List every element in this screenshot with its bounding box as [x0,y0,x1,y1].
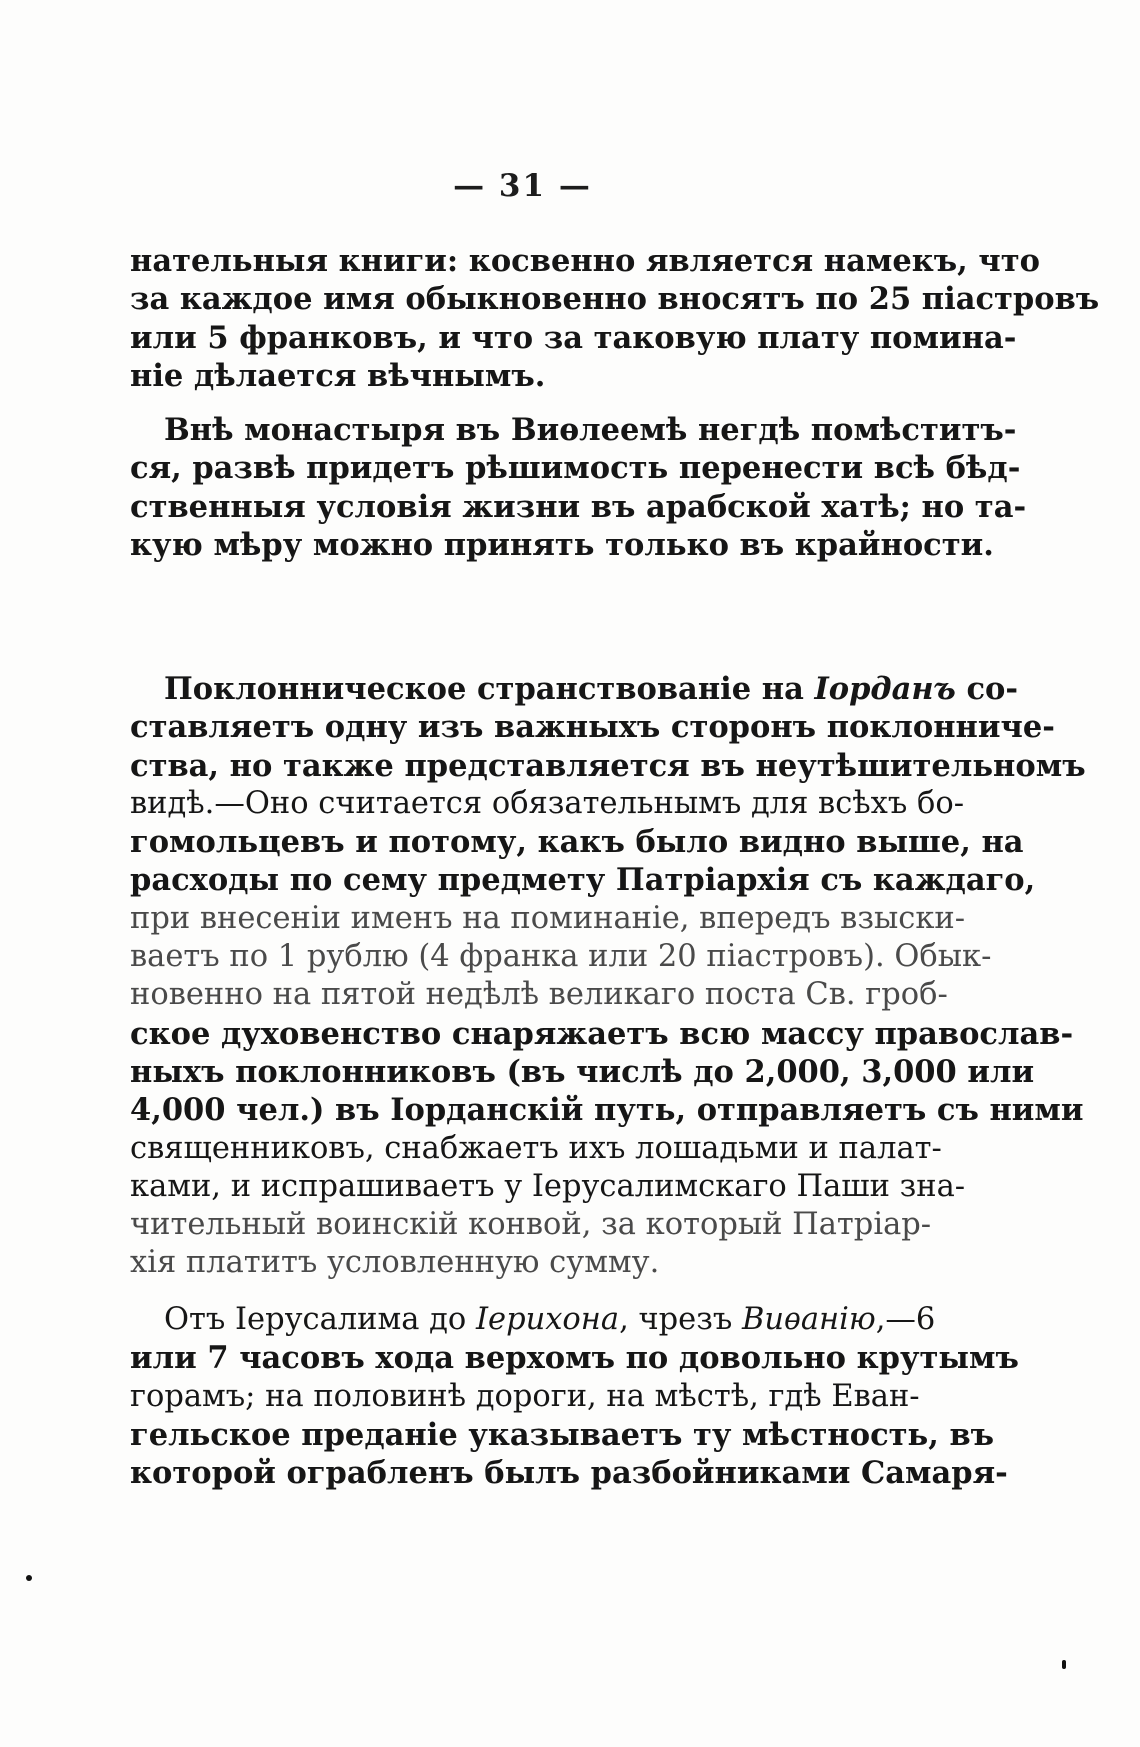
text-run: Отъ Іерусалима до [164,1302,467,1337]
text-line: расходы по сему предмету Патріархія съ каждаго, [130,862,1036,899]
text-line: горамъ; на половинѣ дороги, на мѣстѣ, гдѣ Еван- [130,1378,920,1414]
text-run: ,—6 [875,1302,936,1337]
text-line: нательныя книги: косвенно является намекъ, что [130,243,1040,279]
text-line: при внесеніи именъ на поминаніе, впередъ взыски- [130,900,966,936]
text-line: видѣ.—Оно считается обязательнымъ для всѣхъ бо- [130,785,965,821]
text-line: ставляетъ одну изъ важныхъ сторонъ поклонниче- [130,709,1055,746]
text-line: чительный воинскій конвой, за который Патріар- [130,1207,932,1243]
text-line: ся, развѣ придетъ рѣшимость перенести всѣ бѣд- [130,450,1021,487]
paragraph-3 [130,670,1086,1283]
text-line: хія платитъ условленную сумму. [130,1245,660,1281]
place-name-jericho: Іерихона [475,1302,620,1337]
text-line [130,1301,936,1339]
text-run: Поклонническое странствованіе на [164,671,804,707]
text-line: ныхъ поклонниковъ (въ числѣ до 2,000, 3,000 или [130,1053,1035,1090]
paragraph-2 [130,411,1027,564]
text-line: ніе дѣлается вѣчнымъ. [130,357,546,394]
text-line: ваетъ по 1 рублю (4 франка или 20 піастровъ). Обык- [130,939,992,975]
text-line: ками, и испрашиваетъ у Іерусалимскаго Паши зна- [130,1168,966,1204]
text-line: кую мѣру можно принять только въ крайности. [130,526,994,563]
ink-speck [26,1575,32,1581]
text-run: , чрезъ [619,1302,733,1337]
paragraph-4 [130,1301,1019,1492]
text-line: ственныя условія жизни въ арабской хатѣ; но та- [130,488,1027,525]
text-line: ское духовенство снаряжаетъ всю массу православ- [130,1015,1074,1052]
text-line: 4,000 чел.) въ Іорданскій путь, отправляетъ съ ними [130,1092,1084,1129]
text-line: священниковъ, снабжаетъ ихъ лошадьми и палат- [130,1130,942,1166]
page-number: — 31 — [453,168,592,204]
text-line: новенно на пятой недѣлѣ великаго поста Св. гроб- [130,977,948,1013]
place-name-jordan: Іорданъ [814,671,956,707]
text-line: за каждое имя обыкновенно вносятъ по 25 піастровъ [130,281,1100,318]
text-line: гельское преданіе указываетъ ту мѣстность, въ [130,1416,995,1453]
text-line: гомольцевъ и потому, какъ было видно выше, на [130,824,1024,861]
place-name-bethany: Виѳанію [741,1302,876,1337]
text-line: Внѣ монастыря въ Виѳлеемѣ негдѣ помѣститъ- [164,412,1017,448]
text-line: или 7 часовъ хода верхомъ по довольно крутымъ [130,1340,1019,1377]
text-line [130,670,1019,708]
text-line: или 5 франковъ, и что за таковую плату помина- [130,319,1017,356]
paragraph-1 [130,242,1100,395]
text-line: ства, но также представляется въ неутѣшительномъ [130,747,1086,784]
ink-speck [1062,1660,1066,1669]
text-line: которой ограбленъ былъ разбойниками Самаря- [130,1455,1008,1492]
text-run: со- [966,671,1019,707]
